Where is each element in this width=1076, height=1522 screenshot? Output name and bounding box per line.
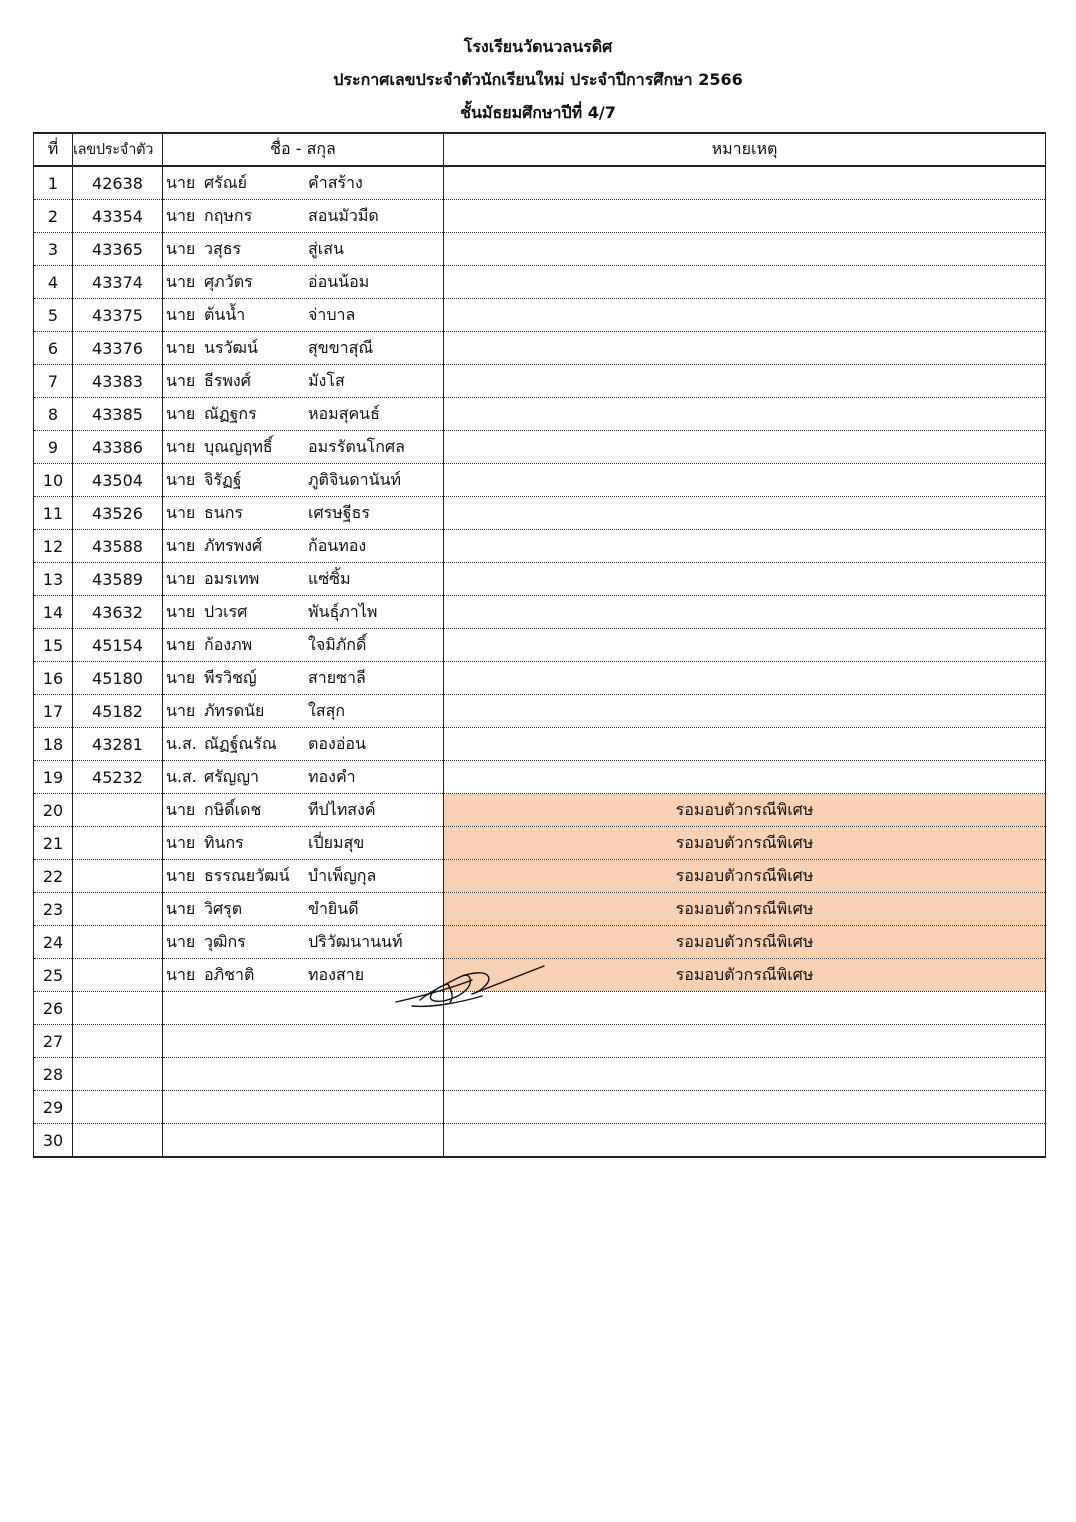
table-row xyxy=(34,530,1046,563)
first-name: ต้นน้ำ xyxy=(204,304,246,324)
name-title: นาย xyxy=(166,271,196,291)
student-name xyxy=(163,596,444,629)
student-id: 45154 xyxy=(73,629,163,662)
student-name xyxy=(163,761,444,794)
remark xyxy=(444,1124,1046,1158)
class-title: ชั้นมัธยมศึกษาปีที่ 4/7 xyxy=(460,103,616,122)
last-name: พันธุ์ภาไพ xyxy=(308,601,378,621)
student-id: 43375 xyxy=(73,299,163,332)
name-title: น.ส. xyxy=(166,733,197,753)
last-name: แซ่ซิ้ม xyxy=(308,568,351,588)
name-title: นาย xyxy=(166,832,196,852)
remark xyxy=(444,728,1046,761)
student-id: 43383 xyxy=(73,365,163,398)
last-name: จ่าบาล xyxy=(308,304,356,324)
name-title: นาย xyxy=(166,568,196,588)
student-id xyxy=(73,827,163,860)
student-name xyxy=(163,1124,444,1158)
first-name: ธรรณยวัฒน์ xyxy=(204,865,290,885)
column-header-note: หมายเหตุ xyxy=(444,133,1046,166)
first-name: บุณญฤทธิ์ xyxy=(204,436,273,456)
row-number: 17 xyxy=(34,695,73,728)
student-name xyxy=(163,959,444,992)
column-header-no: ที่ xyxy=(34,133,73,166)
remark xyxy=(444,299,1046,332)
student-id: 43504 xyxy=(73,464,163,497)
table-row xyxy=(34,761,1046,794)
remark xyxy=(444,398,1046,431)
student-name xyxy=(163,266,444,299)
student-name xyxy=(163,233,444,266)
remark xyxy=(444,1058,1046,1091)
student-id xyxy=(73,959,163,992)
table-row xyxy=(34,1025,1046,1058)
first-name: ณัฏฐกร xyxy=(204,403,257,423)
remark xyxy=(444,1091,1046,1124)
student-name xyxy=(163,926,444,959)
row-number: 19 xyxy=(34,761,73,794)
name-title: นาย xyxy=(166,964,196,984)
table-row xyxy=(34,398,1046,431)
table-row xyxy=(34,695,1046,728)
student-name xyxy=(163,1091,444,1124)
row-number: 16 xyxy=(34,662,73,695)
student-id: 45232 xyxy=(73,761,163,794)
student-id: 43365 xyxy=(73,233,163,266)
student-id xyxy=(73,992,163,1025)
last-name: ใสสุก xyxy=(308,700,346,720)
student-name xyxy=(163,695,444,728)
first-name: ณัฏฐ์ณรัณ xyxy=(204,733,277,753)
last-name: ก้อนทอง xyxy=(308,535,367,555)
table-row xyxy=(34,563,1046,596)
first-name: ภัทรดนัย xyxy=(204,700,265,720)
remark xyxy=(444,530,1046,563)
student-id xyxy=(73,1058,163,1091)
last-name: สอนมัวมีด xyxy=(308,205,379,225)
column-header-name: ชื่อ - สกุล xyxy=(163,133,444,166)
row-number: 28 xyxy=(34,1058,73,1091)
row-number: 2 xyxy=(34,200,73,233)
student-id: 43385 xyxy=(73,398,163,431)
remark: รอมอบตัวกรณีพิเศษ xyxy=(444,794,1046,827)
row-number: 21 xyxy=(34,827,73,860)
table-row xyxy=(34,794,1046,827)
name-title: นาย xyxy=(166,865,196,885)
table-row xyxy=(34,959,1046,992)
first-name: วิศรุต xyxy=(204,898,243,918)
table-row xyxy=(34,497,1046,530)
table-row xyxy=(34,926,1046,959)
student-name xyxy=(163,992,444,1025)
name-title: นาย xyxy=(166,898,196,918)
student-id: 43526 xyxy=(73,497,163,530)
remark xyxy=(444,662,1046,695)
name-title: นาย xyxy=(166,601,196,621)
name-title: นาย xyxy=(166,502,196,522)
first-name: ศรัณย์ xyxy=(204,172,247,192)
student-name xyxy=(163,166,444,200)
row-number: 5 xyxy=(34,299,73,332)
table-row xyxy=(34,629,1046,662)
row-number: 6 xyxy=(34,332,73,365)
last-name: บำเพ็ญกุล xyxy=(308,865,377,885)
student-name xyxy=(163,629,444,662)
table-body xyxy=(34,166,1046,1157)
first-name: ศรัญญา xyxy=(204,766,259,786)
table-row xyxy=(34,266,1046,299)
name-title: นาย xyxy=(166,370,196,390)
last-name: ขำยินดี xyxy=(308,898,359,918)
row-number: 13 xyxy=(34,563,73,596)
table-row xyxy=(34,332,1046,365)
first-name: ธีรพงศ์ xyxy=(204,370,251,390)
table-row xyxy=(34,166,1046,200)
remark xyxy=(444,332,1046,365)
row-number: 25 xyxy=(34,959,73,992)
student-name xyxy=(163,464,444,497)
row-number: 7 xyxy=(34,365,73,398)
name-title: น.ส. xyxy=(166,766,197,786)
table-row xyxy=(34,992,1046,1025)
student-id xyxy=(73,926,163,959)
row-number: 3 xyxy=(34,233,73,266)
remark: รอมอบตัวกรณีพิเศษ xyxy=(444,893,1046,926)
name-title: นาย xyxy=(166,667,196,687)
row-number: 1 xyxy=(34,166,73,200)
last-name: มังโส xyxy=(308,370,345,390)
last-name: สายซาลี xyxy=(308,667,366,687)
remark xyxy=(444,695,1046,728)
last-name: ภูติจินดานันท์ xyxy=(308,469,402,489)
name-title: นาย xyxy=(166,535,196,555)
table-row xyxy=(34,662,1046,695)
table-row xyxy=(34,728,1046,761)
row-number: 27 xyxy=(34,1025,73,1058)
name-title: นาย xyxy=(166,700,196,720)
last-name: ทองสาย xyxy=(308,964,365,984)
first-name: วสุธร xyxy=(204,238,242,258)
last-name: ใจมิภักดิ์ xyxy=(308,634,367,654)
first-name: วุฒิกร xyxy=(204,931,246,951)
first-name: อภิชาติ xyxy=(204,964,255,984)
student-name xyxy=(163,794,444,827)
remark xyxy=(444,761,1046,794)
last-name: สู่เสน xyxy=(308,238,344,258)
announcement-title: ประกาศเลขประจำตัวนักเรียนใหม่ ประจำปีการศึกษา 2566 xyxy=(333,70,743,89)
remark xyxy=(444,233,1046,266)
row-number: 23 xyxy=(34,893,73,926)
last-name: คำสร้าง xyxy=(308,172,363,192)
remark: รอมอบตัวกรณีพิเศษ xyxy=(444,827,1046,860)
student-name xyxy=(163,563,444,596)
table-row xyxy=(34,827,1046,860)
name-title: นาย xyxy=(166,469,196,489)
table-row xyxy=(34,1058,1046,1091)
student-name xyxy=(163,431,444,464)
student-id xyxy=(73,1124,163,1158)
table-row xyxy=(34,1091,1046,1124)
table-row xyxy=(34,365,1046,398)
table-row xyxy=(34,464,1046,497)
remark xyxy=(444,166,1046,200)
name-title: นาย xyxy=(166,238,196,258)
remark xyxy=(444,365,1046,398)
student-id xyxy=(73,1025,163,1058)
row-number: 8 xyxy=(34,398,73,431)
row-number: 20 xyxy=(34,794,73,827)
table-row xyxy=(34,233,1046,266)
student-id xyxy=(73,794,163,827)
student-id: 43386 xyxy=(73,431,163,464)
remark: รอมอบตัวกรณีพิเศษ xyxy=(444,860,1046,893)
remark: รอมอบตัวกรณีพิเศษ xyxy=(444,926,1046,959)
student-id: 43281 xyxy=(73,728,163,761)
name-title: นาย xyxy=(166,205,196,225)
student-name xyxy=(163,398,444,431)
remark xyxy=(444,497,1046,530)
table-row xyxy=(34,893,1046,926)
first-name: กษิดิ์เดช xyxy=(204,799,262,819)
last-name: ทองคำ xyxy=(308,766,356,786)
table-row xyxy=(34,1124,1046,1158)
name-title: นาย xyxy=(166,634,196,654)
remark xyxy=(444,563,1046,596)
row-number: 30 xyxy=(34,1124,73,1158)
first-name: ปวเรศ xyxy=(204,601,248,621)
remark xyxy=(444,596,1046,629)
student-id: 43354 xyxy=(73,200,163,233)
student-id xyxy=(73,1091,163,1124)
table-row xyxy=(34,431,1046,464)
student-id: 43632 xyxy=(73,596,163,629)
student-name xyxy=(163,1025,444,1058)
last-name: สุขขาสุณี xyxy=(308,337,374,357)
row-number: 15 xyxy=(34,629,73,662)
table-row xyxy=(34,596,1046,629)
row-number: 11 xyxy=(34,497,73,530)
first-name: ศุภวัตร xyxy=(204,271,253,291)
student-name xyxy=(163,365,444,398)
last-name: อมรรัตนโกศล xyxy=(308,436,405,456)
column-header-id: เลขประจำตัว xyxy=(73,133,163,166)
first-name: ธนกร xyxy=(204,502,243,522)
first-name: กฤษกร xyxy=(204,205,253,225)
student-id: 45180 xyxy=(73,662,163,695)
student-name xyxy=(163,893,444,926)
student-name xyxy=(163,332,444,365)
row-number: 24 xyxy=(34,926,73,959)
row-number: 10 xyxy=(34,464,73,497)
student-name xyxy=(163,728,444,761)
last-name: เปี่ยมสุข xyxy=(308,832,365,852)
last-name: หอมสุคนธ์ xyxy=(308,403,380,423)
row-number: 12 xyxy=(34,530,73,563)
table-header-row xyxy=(34,133,1046,166)
student-name xyxy=(163,827,444,860)
student-id: 43589 xyxy=(73,563,163,596)
name-title: นาย xyxy=(166,304,196,324)
row-number: 14 xyxy=(34,596,73,629)
student-name xyxy=(163,662,444,695)
first-name: ภัทรพงศ์ xyxy=(204,535,263,555)
name-title: นาย xyxy=(166,172,196,192)
student-id xyxy=(73,860,163,893)
table-row xyxy=(34,200,1046,233)
row-number: 26 xyxy=(34,992,73,1025)
first-name: ทินกร xyxy=(204,832,244,852)
first-name: นรวัฒน์ xyxy=(204,337,258,357)
last-name: ทีปไทสงค์ xyxy=(308,799,376,819)
student-id: 43374 xyxy=(73,266,163,299)
remark xyxy=(444,464,1046,497)
name-title: นาย xyxy=(166,931,196,951)
student-name xyxy=(163,299,444,332)
student-id: 42638 xyxy=(73,166,163,200)
student-name xyxy=(163,200,444,233)
student-name xyxy=(163,1058,444,1091)
remark xyxy=(444,992,1046,1025)
row-number: 29 xyxy=(34,1091,73,1124)
row-number: 4 xyxy=(34,266,73,299)
table-row xyxy=(34,299,1046,332)
last-name: ตองอ่อน xyxy=(308,733,366,753)
student-id: 45182 xyxy=(73,695,163,728)
student-id xyxy=(73,893,163,926)
last-name: อ่อนน้อม xyxy=(308,271,370,291)
first-name: อมรเทพ xyxy=(204,568,260,588)
student-id: 43376 xyxy=(73,332,163,365)
student-id: 43588 xyxy=(73,530,163,563)
row-number: 18 xyxy=(34,728,73,761)
remark xyxy=(444,629,1046,662)
last-name: ปริวัฒนานนท์ xyxy=(308,931,403,951)
remark xyxy=(444,266,1046,299)
table-row xyxy=(34,860,1046,893)
remark xyxy=(444,1025,1046,1058)
school-name: โรงเรียนวัดนวลนรดิศ xyxy=(463,37,613,56)
student-name xyxy=(163,497,444,530)
remark: รอมอบตัวกรณีพิเศษ xyxy=(444,959,1046,992)
last-name: เศรษฐีธร xyxy=(308,502,370,522)
name-title: นาย xyxy=(166,403,196,423)
name-title: นาย xyxy=(166,337,196,357)
remark xyxy=(444,431,1046,464)
student-name xyxy=(163,530,444,563)
remark xyxy=(444,200,1046,233)
name-title: นาย xyxy=(166,799,196,819)
first-name: พีรวิชญ์ xyxy=(204,667,257,687)
student-roster-table xyxy=(33,132,1046,1158)
first-name: ก้องภพ xyxy=(204,634,253,654)
first-name: จิรัฏฐ์ xyxy=(204,469,242,489)
student-name xyxy=(163,860,444,893)
name-title: นาย xyxy=(166,436,196,456)
row-number: 9 xyxy=(34,431,73,464)
row-number: 22 xyxy=(34,860,73,893)
